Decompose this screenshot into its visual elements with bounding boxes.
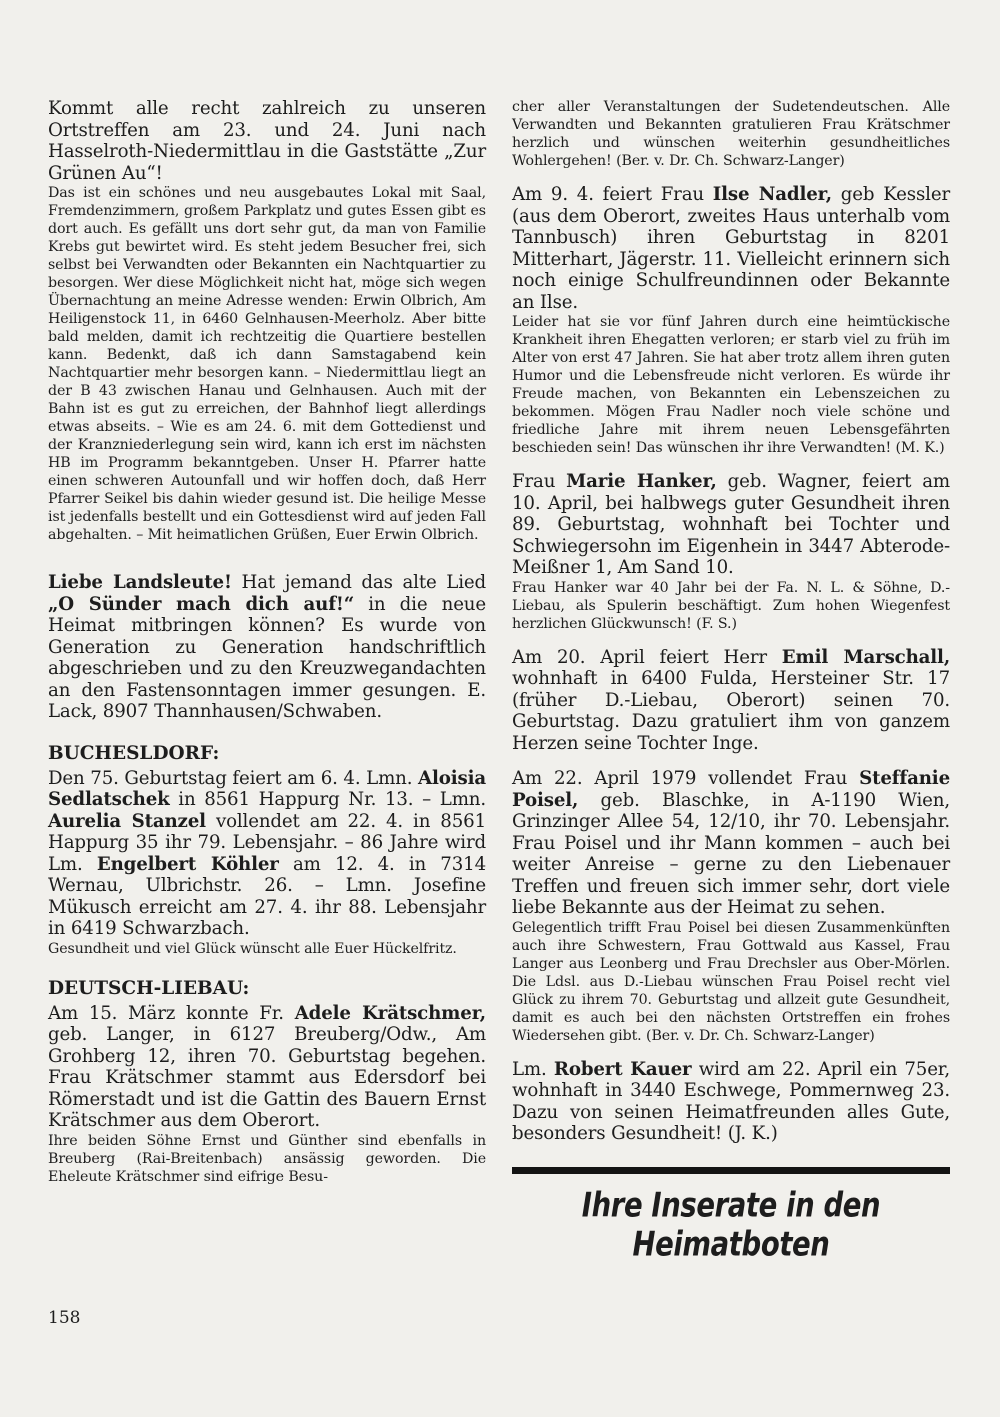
page-number: 158 [48, 1308, 81, 1328]
divider-rule [512, 1167, 950, 1174]
kauer-birthday: Lm. Robert Kauer wird am 22. April ein 75er, wohnhaft in 3440 Eschwege, Pommernweg 23. Dazu von seinen Heimatfreunden alles Gute, besonders Gesundheit! (J. K.) [512, 1058, 950, 1144]
nadler-birthday: Am 9. 4. feiert Frau Ilse Nadler, geb Kessler (aus dem Oberort, zweites Haus unterhalb vom Tannbusch) ihren Geburtstag in 8201 Mitterhart, Jägerstr. 11. Vielleicht erinnern sich noch einige Schulfreundinnen oder Bekannte an Ilse. [512, 184, 950, 313]
lied-title: „O Sünder mach dich auf!“ [48, 593, 355, 615]
buchesldorf-greeting: Gesundheit und viel Glück wünscht alle Euer Hückelfritz. [48, 940, 457, 957]
poisel-details: Gelegentlich trifft Frau Poisel bei diesen Zusammenkünften auch ihre Schwestern, Frau Gottwald aus Kassel, Frau Langer aus Leonberg und Frau Drechsler aus Ober-Mörlen. Die Ldsl. aus D.-Liebau wünschen Frau Poisel recht viel Glück zu ihrem 70. Geburtstag und allzeit gute Gesundheit, damit es auch bei den nächsten Ortstreffen ein frohes Wiedersehen gibt. (Ber. v. Dr. Ch. Schwarz-Langer) [512, 919, 950, 1044]
kraetschmer-birthday: Am 15. März konnte Fr. Adele Krätschmer, geb. Langer, in 6127 Breuberg/Odw., Am Grohberg 12, ihren 70. Geburtstag begehen. Frau Krätschmer stammt aus Edersdorf bei Römerstadt und ist die Gattin des Bauern Ernst Krätschmer aus dem Oberort. [48, 1002, 486, 1131]
hanker-birthday: Frau Marie Hanker, geb. Wagner, feiert am 10. April, bei halbwegs guter Gesundheit ihren 89. Geburtstag, wohnhaft bei Tochter und Schwiegersohn im Eigenhein in 3447 Abterode-Meißner 1, Am Sand 10. [512, 471, 950, 578]
buchesldorf-birthdays: Den 75. Geburtstag feiert am 6. 4. Lmn. Aloisia Sedlatschek in 8561 Happurg Nr. 13. – Lmn. Aurelia Stanzel vollendet am 22. 4. in 8561 Happurg 35 ihr 79. Lebensjahr. – 86 Jahre wird Lm. Engelbert Köhler am 12. 4. in 7314 Wernau, Ulbrichstr. 26. – Lmn. Josefine Mükusch erreicht am 27. 4. ihr 88. Lebensjahr in 6419 Schwarzbach. [48, 767, 486, 939]
nadler-details: Leider hat sie vor fünf Jahren durch eine heimtückische Krankheit ihren Ehegatten verloren; er starb viel zu früh im Alter von erst 47 Jahren. Sie hat aber trotz allem ihren guten Humor und die Lebensfreude nicht verloren. Es würde ihr Freude machen, von Bekannten ein Lebenszeichen zu bekommen. Mögen Frau Nadler noch viele schöne und friedliche Jahre mit ihrem neuen Lebensgefährten beschieden sein! Das wünschen ihr ihre Verwandten! (M. K.) [512, 314, 950, 456]
lied-greeting: Liebe Landsleute! [48, 572, 232, 593]
meeting-details: Das ist ein schönes und neu ausgebautes Lokal mit Saal, Fremdenzimmern, großem Parkplatz und gutes Essen gibt es dort auch. Es gefällt uns dort sehr gut, da man von Familie Krebs gut bewirtet wird. Es steht jedem Besucher frei, sich selbst bei Verwandten oder Bekannten ein Nachtquartier zu besorgen. Wer diese Möglichkeit nicht hat, möge sich wegen Übernachtung an meine Adresse wenden: Erwin Olbrich, Am Heiligenstock 11, in 6460 Gelnhausen-Meerholz. Aber bitte bald melden, damit ich rechtzeitig die Quartiere bestellen kann. Bedenkt, daß ich dann Samstagabend kein Nachtquartier mehr besorgen kann. – Niedermittlau liegt an der B 43 zwischen Hanau und Gelnhausen. Auch mit der Bahn ist es gut zu erreichen, der Bahnhof liegt allerdings etwas abseits. – Wie es am 24. 6. mit dem Gottedienst und der Kranzniederlegung sein wird, kann ich erst im nächsten HB im Programm bekanntgeben. Unser H. Pfarrer hatte einen schweren Autounfall und wir hoffen doch, daß Herr Pfarrer Seikel bis dahin wieder gesund ist. Die heilige Messe ist jedenfalls bestellt und ein Gottesdienst wird auf jeden Fall abgehalten. – Mit heimatlichen Grüßen, Euer Erwin Olbrich. [48, 185, 486, 543]
right-column [512, 98, 951, 1264]
section-heading-buchesldorf: BUCHESLDORF: [48, 742, 220, 764]
hanker-details: Frau Hanker war 40 Jahr bei der Fa. N. L. & Söhne, D.-Liebau, als Spulerin beschäftigt. Zum hohen Wiegenfest herzlichen Glückwunsch! (F. S.) [512, 579, 950, 632]
section-heading-deutsch-liebau: DEUTSCH-LIEBAU: [48, 977, 250, 999]
kraetschmer-continued: cher aller Veranstaltungen der Sudetendeutschen. Alle Verwandten und Bekannten gratulieren Frau Krätschmer herzlich und wünschen weiterhin gesundheitliches Wohlergehen! (Ber. v. Dr. Ch. Schwarz-Langer) [512, 99, 950, 169]
meeting-announcement: Kommt alle recht zahlreich zu unseren Ortstreffen am 23. und 24. Juni nach Hasselroth-Niedermittlau in die Gaststätte „Zur Grünen Au“! [48, 98, 486, 184]
ad-banner: Ihre Inserate in den Heimatboten [581, 1185, 881, 1264]
left-column [48, 98, 486, 1186]
lied-request: Liebe Landsleute! Hat jemand das alte Lied „O Sünder mach dich auf!“ in die neue Heimat mitbringen können? Es wurde von Generation zu Generation handschriftlich abgeschrieben und zu den Kreuzwegandachten an den Fastensonntagen immer gesungen. E. Lack, 8907 Thannhausen/Schwaben. [48, 572, 486, 722]
marschall-birthday: Am 20. April feiert Herr Emil Marschall, wohnhaft in 6400 Fulda, Hersteiner Str. 17 (früher D.-Liebau, Oberort) seinen 70. Geburtstag. Dazu gratuliert ihm von ganzem Herzen seine Tochter Inge. [512, 646, 951, 754]
kraetschmer-details: Ihre beiden Söhne Ernst und Günther sind ebenfalls in Breuberg (Rai-Breitenbach) ansässig geworden. Die Eheleute Krätschmer sind eifrige Besu- [48, 1132, 486, 1185]
poisel-birthday: Am 22. April 1979 vollendet Frau Steffanie Poisel, geb. Blaschke, in A-1190 Wien, Grinzinger Allee 54, 12/10, ihr 70. Lebensjahr. Frau Poisel und ihr Mann kommen – auch bei weiter Anreise – gerne zu den Liebenauer Treffen und freuen sich immer sehr, dort viele liebe Bekannte aus der Heimat zu sehen. [512, 768, 950, 918]
